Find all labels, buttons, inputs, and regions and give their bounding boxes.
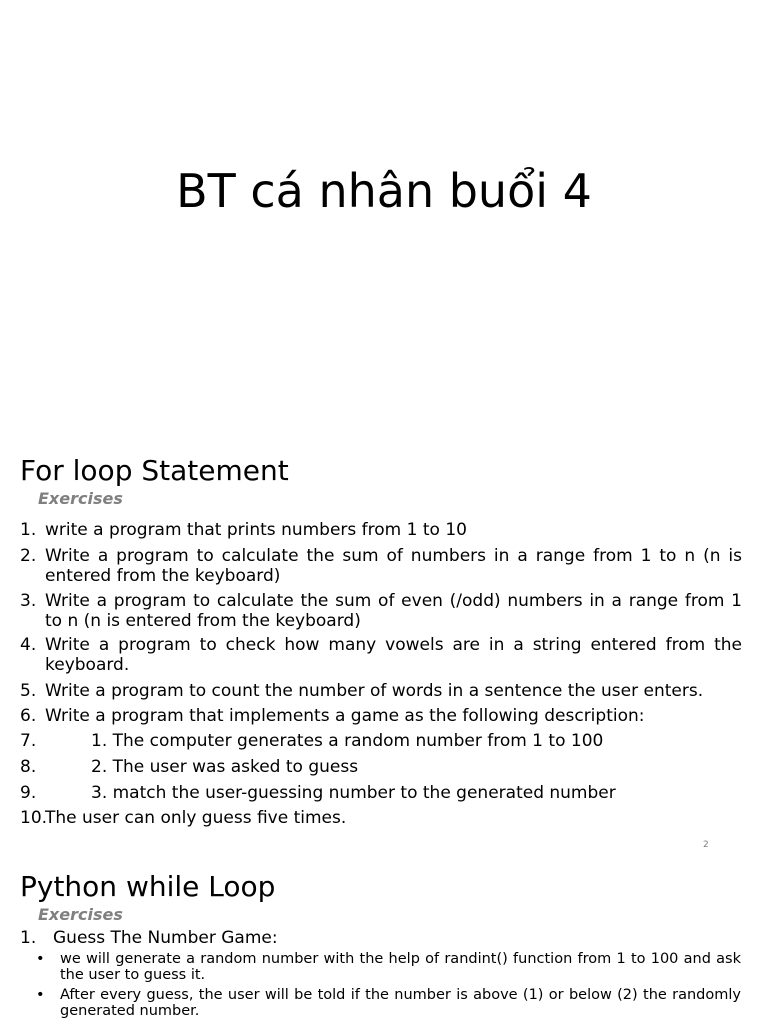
list-item-number: 3.: [20, 591, 37, 611]
list-item-number: 5.: [20, 681, 37, 701]
list-item: [20, 706, 742, 726]
list-item-number: 7.: [20, 731, 37, 751]
list-item-number: 1.: [20, 520, 37, 540]
list-item-number: 1.: [20, 928, 37, 948]
list-item-text: write a program that prints numbers from 1 to 10: [45, 520, 467, 540]
list-item-number: 4.: [20, 635, 37, 655]
bullet-icon: •: [36, 951, 45, 967]
list-item-number: 6.: [20, 706, 37, 726]
list-item-text: Write a program to check how many vowels are in a string entered from the keyboard.: [45, 635, 742, 675]
list-item-number: 2.: [20, 546, 37, 566]
list-item: [20, 783, 742, 803]
page-number: 2: [703, 840, 709, 850]
list-item: [20, 731, 742, 751]
section-heading-for-loop: For loop Statement: [20, 454, 289, 487]
list-item-text: The user can only guess five times.: [45, 808, 347, 828]
list-item-text: Guess The Number Game:: [53, 928, 278, 948]
bullet-item: [36, 987, 741, 1019]
list-item-number: 9.: [20, 783, 37, 803]
list-item-text: 3. match the user-guessing number to the generated number: [91, 783, 616, 803]
slide-title: BT cá nhân buổi 4: [176, 164, 592, 218]
list-item: [20, 591, 742, 631]
exercises-subtitle: Exercises: [38, 489, 123, 508]
bullet-text: we will generate a random number with the help of randint() function from 1 to 100 and ask the user to guess it.: [60, 951, 741, 983]
list-item: [20, 681, 742, 701]
list-item: [20, 928, 742, 948]
list-item: [20, 757, 742, 777]
list-item-text: 2. The user was asked to guess: [91, 757, 359, 777]
bullet-text: After every guess, the user will be told if the number is above (1) or below (2) the randomly generated number.: [60, 987, 741, 1019]
list-item: [20, 808, 742, 828]
list-item-text: Write a program to calculate the sum of numbers in a range from 1 to n (n is entered from the keyboard): [45, 546, 742, 586]
section-heading-while-loop: Python while Loop: [20, 870, 276, 903]
bullet-icon: •: [36, 987, 45, 1003]
list-item-text: Write a program to calculate the sum of even (/odd) numbers in a range from 1 to n (n is entered from the keyboard): [45, 591, 742, 631]
list-item-text: 1. The computer generates a random number from 1 to 100: [91, 731, 604, 751]
list-item-text: Write a program to count the number of words in a sentence the user enters.: [45, 681, 704, 701]
list-item-text: Write a program that implements a game as the following description:: [45, 706, 645, 726]
exercises-subtitle: Exercises: [38, 905, 123, 924]
list-item-number: 8.: [20, 757, 37, 777]
list-item: [20, 520, 742, 540]
list-item-number: 10.: [20, 808, 48, 828]
bullet-item: [36, 951, 741, 983]
list-item: [20, 635, 742, 675]
list-item: [20, 546, 742, 586]
